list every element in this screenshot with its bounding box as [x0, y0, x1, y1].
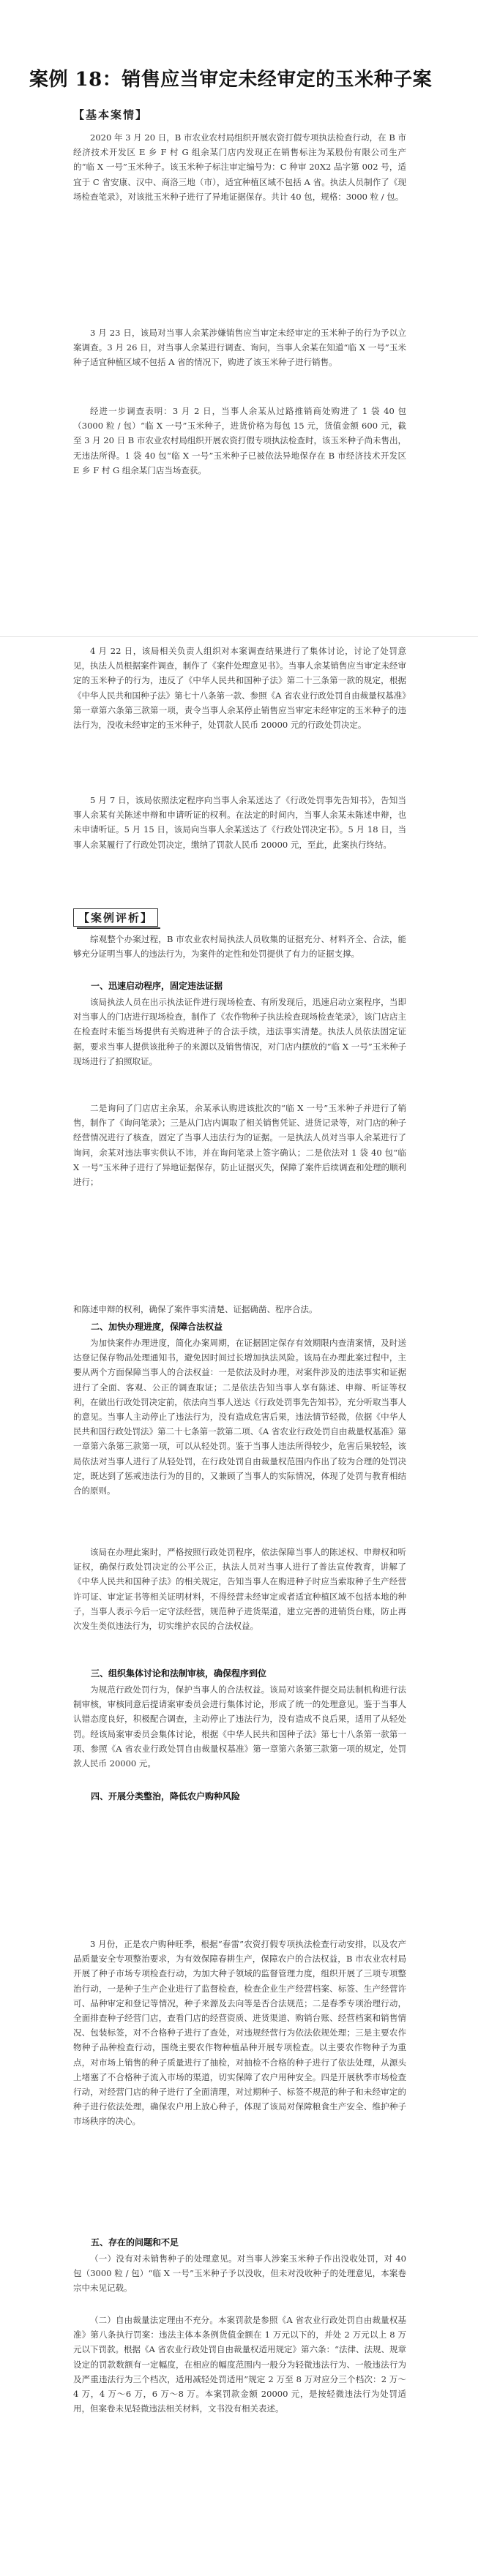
section-heading-basic-facts: 【基本案情】 [73, 108, 149, 121]
paragraph: 3 月份，正是农户购种旺季，根据“春雷”农资打假专项执法检查行动安排，以及农产品质量安全专项整治要求，为有效保障春耕生产，保障农户的合法权益，B 市农业农村局开展了种子市场专项检查行动，为加大种子领域的监督管理力度，组织开展了三项专项整治行动，一是种子生产企业进行了监督检查，检查企业生产经营档案、标签、生产经营许可、品种审定和登记等情况，种子来源及去向等是否合法规范；二是春季专项治理行动，全面排查种子经营门店，查看门店的经营资质、进货渠道、购销台账、经营档案和销售情况、包装标签，对不合格种子进行了查处，对违规经营行为依法依规处理；三是主要农作物种子品种检查行动，围绕主要农作物种植品种开展专项检查。以主要农作物种子为重点，对市场上销售的种子质量进行了抽检，对抽检不合格的种子进行了依法处理，从源头上堵塞了不合格种子流入市场的渠道，切实保障了农户用种安全。四是开展秋季市场检查行动，对经营门店的种子进行了全面清理，对过期种子、标签不规范的种子和未经审定的种子进行依法处理，确保农户用上放心种子，体现了该局对保障粮食生产安全、维护种子市场秩序的决心。 [73, 1939, 406, 2127]
paragraph: 为规范行政处罚行为，保护当事人的合法权益。该局对该案件提交局法制机构进行法制审核，审核同意后提请案审委员会进行集体讨论，形成了统一的处理意见。鉴于当事人认错态度良好，积极配合调查，主动停止了违法行为，没有造成不良后果，适用了从轻处罚。经该局案审委员会集体讨论，根据《中华人民共和国种子法》第七十八条第一款第一项、参照《A 省农业行政处罚自由裁量权基准》第一章第六条第三款第一项的规定，处罚款人民币 20000 元。 [73, 1684, 406, 1769]
document-page-4 [0, 1916, 478, 2576]
paragraph: 和陈述申辩的权利，确保了案件事实清楚、证据确凿、程序合法。 [73, 1304, 318, 1314]
subsection-heading: 三、组织集体讨论和法制审核，确保程序到位 [91, 1668, 267, 1679]
paragraph: （一）没有对未销售种子的处理意见。对当事人涉案玉米种子作出没收处罚，对 40 包（3000 粒 / 包）“临 X 一号”玉米种子予以没收，但未对没收种子的处理意见，本案卷宗中未见记载。 [73, 2253, 406, 2294]
paragraph: 经进一步调查表明：3 月 2 日，当事人余某从过路推销商处购进了 1 袋 40 包（3000 粒 / 包）“临 X 一号”玉米种子，进货价格为每包 15 元，货值金额 600 元，截至 3 月 20 日 B 市农业农村局组织开展农资打假专项执法检查时，该玉米种子尚未售出，无违法所得。1 袋 40 包“临 X 一号”玉米种子已被依法异地保存在 B 市经济技术开发区 E 乡 F 村 G 组余某门店当场查获。 [73, 406, 406, 475]
section-heading-case-analysis: 【案例评析】 [73, 908, 158, 927]
document-page-2 [0, 644, 478, 1324]
paragraph: 2020 年 3 月 20 日，B 市农业农村局组织开展农资打假专项执法检查行动，在 B 市经济技术开发区 E 乡 F 村 G 组余某门店内发现正在销售标注为某股份有限公司生产的“临 X 一号”玉米种子。该玉米种子标注审定编号为：C 种审 20X2 品字第 002 号，适宜于 C 省安康、汉中、商洛三地（市），适宜种植区域不包括 A 省。执法人员制作了《现场检查笔录》，对该批玉米种子进行了异地证据保存。共计 40 包，规格：3000 粒 / 包。 [73, 132, 406, 202]
document-page-3 [0, 1287, 478, 1946]
subsection-heading: 四、开展分类整治，降低农户购种风险 [91, 1791, 241, 1801]
document-page-1 [0, 0, 478, 607]
case-title: 案例 18：销售应当审定未经审定的玉米种子案 [29, 69, 433, 91]
paragraph: 该局在办理此案时，严格按照行政处罚程序，依法保障当事人的陈述权、申辩权和听证权，确保行政处罚决定的公平公正，执法人员对当事人进行了普法宣传教育，讲解了《中华人民共和国种子法》的相关规定，告知当事人在购进种子时应当索取种子生产经营许可证、审定证书等相关证明材料，不得经营未经审定或者适宜种植区域不包括本地的种子，当事人表示今后一定守法经营，规范种子进货渠道，建立完善的进销货台账，防止再次发生类似违法行为，切实维护农民的合法权益。 [73, 1547, 406, 1632]
subsection-heading: 一、迅速启动程序，固定违法证据 [91, 981, 223, 991]
paragraph: 5 月 7 日，该局依照法定程序向当事人余某送达了《行政处罚事先告知书》，告知当事人余某有关陈述申辩和申请听证的权利。在法定的时间内，当事人余某未陈述申辩，也未申请听证。5 月 15 日，该局向当事人余某送达了《行政处罚决定书》。5 月 18 日，当事人余某履行了行政处罚决定，缴纳了罚款人民币 20000 元，至此，此案执行终结。 [73, 795, 406, 850]
subsection-heading: 五、存在的问题和不足 [91, 2237, 179, 2248]
subsection-heading: 二、加快办理进度，保障合法权益 [91, 1322, 223, 1332]
paragraph: （二）自由裁量法定理由不充分。本案罚款是参照《A 省农业行政处罚自由裁量权基准》第八条执行罚案：违法主体本条例货值金额在 1 万元以下的，并处 2 万元以上 8 万元以下罚款。根据《A 省农业行政处罚自由裁量权适用规定》第六条：“法律、法规、规章设定的罚款数额有一定幅度，在相应的幅度范围内一般分为轻微违法行为、一般违法行为及严重违法行为三个档次，适用减轻处罚适用”规定 2 万至 8 万对应分三个档次：2 万～4 万，4 万～6 万，6 万～8 万。本案罚款金额 20000 元，是按轻微违法行为处罚适用，但案卷未见轻微违法相关材料，文书没有相关表述。 [73, 2315, 406, 2414]
paragraph: 为加快案件办理进度，简化办案周期，在证据固定保存有效期限内查清案情，及时送达登记保存物品处理通知书，避免因时间过长增加执法风险。该局在办理此案过程中，主要从两个方面保障当事人的合法权益：一是依法及时办理，对案件涉及的违法事实和证据进行了全面、客观、公正的调查取证；二是依法告知当事人享有陈述、申辩、听证等权利，在做出行政处罚决定前，依法向当事人送达《行政处罚事先告知书》，充分听取当事人的意见。当事人主动停止了违法行为，没有造成危害后果，违法情节轻微，依据《中华人民共和国行政处罚法》第二十七条第一款第二项、《A 省农业行政处罚自由裁量权基准》第一章第六条第三款第一项，可以从轻处罚。鉴于当事人违法所得较少，危害后果较轻，该局依法对当事人进行了从轻处罚，在行政处罚自由裁量权范围内作出了较为合理的处罚决定，既达到了惩戒违法行为的目的，又兼顾了当事人的实际情况，体现了处罚与教育相结合的原则。 [73, 1338, 406, 1496]
paragraph: 该局执法人员在出示执法证件进行现场检查、有所发现后，迅速启动立案程序，当即对当事人的门店进行现场检查，制作了《农作物种子执法检查现场检查笔录》，该门店店主在检查时未能当场提供有关购进种子的合法手续，违法事实清楚。执法人员依法固定证据，要求当事人提供该批种子的来源以及销售情况，对门店内摆放的“临 X 一号”玉米种子现场进行了拍照取证。 [73, 997, 406, 1066]
paragraph: 4 月 22 日，该局相关负责人组织对本案调查结果进行了集体讨论，讨论了处罚意见，执法人员根据案件调查，制作了《案件处理意见书》。当事人余某销售应当审定未经审定的玉米种子的行为，违反了《中华人民共和国种子法》第二十三条第一款的规定，根据《中华人民共和国种子法》第七十八条第一款、参照《A 省农业行政处罚自由裁量权基准》第一章第六条第三款第一项，责令当事人余某停止销售应当审定未经审定的玉米种子的违法行为，没收未经审定的玉米种子，处罚款人民币 20000 元的行政处罚决定。 [73, 646, 406, 731]
paragraph: 3 月 23 日，该局对当事人余某涉嫌销售应当审定未经审定的玉米种子的行为予以立案调查。3 月 26 日，对当事人余某进行调查、询问，当事人余某在知道“临 X 一号”玉米种子适宜种植区域不包括 A 省的情况下，购进了该玉米种子进行销售。 [73, 328, 406, 368]
page-separator [0, 636, 478, 637]
paragraph: 二是询问了门店店主余某，余某承认购进该批次的“临 X 一号”玉米种子并进行了销售，制作了《询问笔录》；三是从门店内调取了相关销售凭证、进货记录等，对门店的种子经营情况进行了核查，固定了当事人违法行为的证据。一是执法人员对当事人余某进行了询问，余某对违法事实供认不讳，并在询问笔录上签字确认；二是依法对 1 袋 40 包“临 X 一号”玉米种子进行了异地证据保存，防止证据灭失，保障了案件后续调查和处理的顺利进行； [73, 1103, 406, 1188]
paragraph: 综观整个办案过程，B 市农业农村局执法人员收集的证据充分、材料齐全、合法，能够充分证明当事人的违法行为，为案件的定性和处罚提供了有力的证据支撑。 [73, 934, 406, 960]
